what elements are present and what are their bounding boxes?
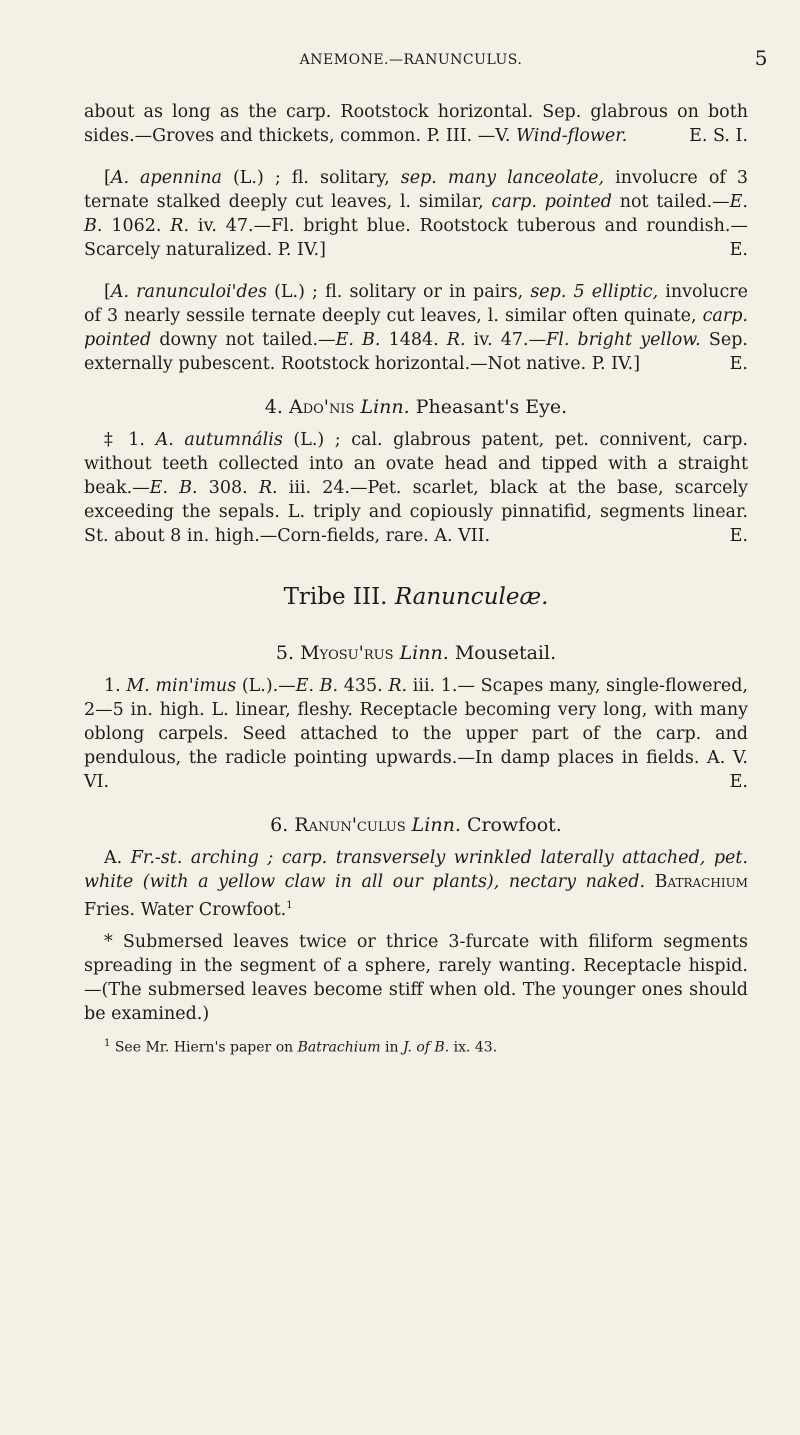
- distribution-tag: E.: [729, 240, 748, 260]
- footnote-number: 1: [104, 1037, 111, 1049]
- species-name: A. ranunculoi'des: [110, 282, 267, 302]
- star-marker: *: [104, 931, 113, 952]
- subsection-submersed: * Submersed leaves twice or thrice 3-furcate with filiform segments spreading in the segment of a sphere, rarely wanting. Receptacle hispid.—(The submersed leaves become stiff when old. The younger ones should be examined.): [84, 931, 748, 1024]
- section-marker: A.: [104, 848, 123, 868]
- section-batrachium: A. Fr.-st. arching ; carp. transversely wrinkled laterally attached, pet. white (with a yellow claw in all our plants), nectary naked. Batrachium Fries. Water Crowfoot.$^1$: [84, 848, 748, 920]
- species-marker: 1.: [104, 676, 121, 696]
- distribution-tag: E. S. I.: [689, 126, 748, 146]
- species-entry-ranunculoides: [A. ranunculoi'des (L.) ; fl. solitary or in pairs, sep. 5 elliptic, involucre of 3 nearly sessile ternate deeply cut leaves, l. similar often quinate, carp. pointed downy not tailed.—E. B. 1484. R. iv. 47.—Fl. bright yellow. Sep. externally pubescent. Rootstock horizontal.—Not native. P. IV.] E.: [84, 282, 748, 374]
- species-name: A. autumnális: [155, 430, 283, 450]
- paragraph-continuation: about as long as the carp. Rootstock horizontal. Sep. glabrous on both sides.—Groves and thickets, common. P. III. —V. Wind-flower. E. S. I.: [84, 102, 748, 146]
- species-name: A. apennina: [110, 168, 222, 188]
- species-entry-minimus: 1. M. min'imus (L.).—E. B. 435. R. iii. 1.— Scapes many, single-flowered, 2—5 in. high. L. linear, fleshy. Receptacle becoming very long, with many oblong carpels. Seed attached to the upper part of the carp. and pendulous, the radicle pointing upwards.—In damp places in fields. A. V. VI. E.: [84, 676, 748, 792]
- running-head: [74, 46, 768, 82]
- common-name: Wind-flower.: [516, 126, 628, 146]
- species-name: M. min'imus: [126, 676, 237, 696]
- distribution-tag: E.: [729, 354, 748, 374]
- species-marker: ‡ 1.: [104, 430, 145, 450]
- distribution-tag: E.: [729, 526, 748, 546]
- footnote: $^1$ See Mr. Hiern's paper on Batrachium in J. of B. ix. 43.: [104, 1037, 498, 1056]
- tribe-heading: Tribe III. Ranunculeæ.: [283, 584, 549, 610]
- genus-heading-myosurus: 5. Myosu'rus Linn. Mousetail.: [275, 642, 557, 664]
- genus-heading-adonis: 4. Ado'nis Linn. Pheasant's Eye.: [264, 396, 568, 418]
- footnote-ref: 1: [286, 900, 293, 911]
- species-entry-autumnalis: ‡ 1. A. autumnális (L.) ; cal. glabrous patent, pet. connivent, carp. without teeth collected into an ovate head and tipped with a straight beak.—E. B. 308. R. iii. 24.—Pet. scarlet, black at the base, scarcely exceeding the sepals. L. triply and copiously pinnatifid, segments linear. St. about 8 in. high.—Corn-fields, rare. A. VII. E.: [84, 430, 748, 546]
- genus-heading-ranunculus: 6. Ranun'culus Linn. Crowfoot.: [270, 814, 562, 836]
- distribution-tag: E.: [729, 772, 748, 792]
- species-entry-apennina: [A. apennina (L.) ; fl. solitary, sep. many lanceolate, involucre of 3 ternate stalked deeply cut leaves, l. similar, carp. pointed not tailed.—E. B. 1062. R. iv. 47.—Fl. bright blue. Rootstock tuberous and roundish.—Scarcely naturalized. P. IV.] E.: [84, 168, 748, 260]
- page-number: 5: [754, 46, 768, 70]
- running-head-text: ANEMONE.—RANUNCULUS.: [299, 52, 523, 68]
